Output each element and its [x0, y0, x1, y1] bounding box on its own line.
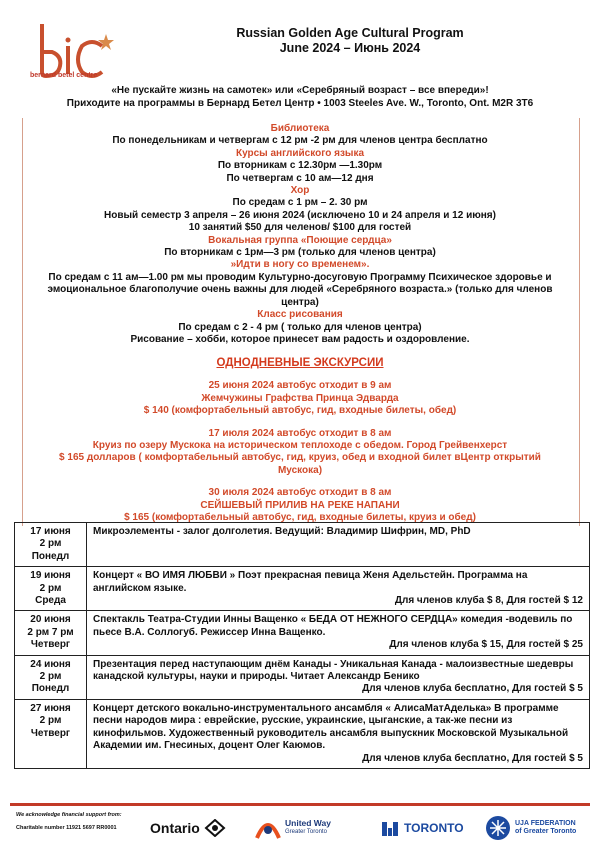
page-header	[165, 26, 535, 56]
uja-name: UJA FEDERATION	[515, 820, 576, 827]
event-date-cell	[15, 655, 87, 699]
toronto-wordmark: TORONTO	[404, 821, 464, 835]
excursion-date: 17 июля 2024 автобус отходит в 8 ам	[208, 427, 392, 439]
event-day: Среда	[35, 595, 66, 607]
slogan-line: «Не пускайте жизнь на самотек» или «Серебряный возраст – все впереди»!	[111, 85, 489, 96]
uja-emblem-icon	[484, 814, 512, 842]
choir-line: Новый семестр 3 апреля – 26 июня 2024 (исключено 10 и 24 апреля и 12 июня)	[104, 209, 496, 221]
choir-title: Хор	[290, 185, 310, 197]
table-row	[15, 611, 590, 655]
excursion-name: Жемчужины Графства Принца Эдварда	[201, 392, 399, 404]
event-description-cell	[87, 699, 590, 768]
united-way-logo	[255, 813, 331, 843]
event-text: Концерт детского вокально-инструментального ансамбля « АлисаМатАделька» В программе песни народов мира : еврейские, русские, украинские, цыганские, а так-же песни из кинофильмов. Художественный руководитель ансамбля выпускник Московской Музыкальной Академии им. Гнесиных, доцент Олег Каюмов.	[93, 702, 569, 752]
event-time: 2 рм	[39, 715, 62, 727]
event-date: 17 июня	[30, 526, 71, 537]
uja-region: of Greater Toronto	[515, 828, 577, 835]
toronto-logo	[380, 813, 464, 843]
event-day: Понедл	[31, 683, 70, 695]
event-date: 24 июня	[30, 658, 71, 670]
events-schedule-table	[14, 522, 590, 769]
table-row	[15, 523, 590, 567]
table-row	[15, 567, 590, 611]
excursion-item	[38, 428, 562, 478]
event-date: 27 июня	[30, 702, 71, 714]
event-time: 2 рм	[39, 671, 62, 683]
event-date-cell	[15, 523, 87, 567]
footer-divider	[10, 803, 590, 806]
event-day: Понедл	[31, 550, 70, 562]
excursion-price: $ 140 (комфортабельный автобус, гид, входные билеты, обед)	[143, 405, 457, 417]
charity-number: Charitable number 11921 5697 RR0001	[16, 825, 117, 831]
english-line: По четвергам с 10 ам—12 дня	[226, 172, 374, 184]
event-price: Для членов клуба $ 8, Для гостей $ 12	[394, 595, 583, 607]
event-text: Презентация перед наступающим днём Канады - Уникальная Канада - малоизвестные шедевры канадской культуры, науки и природы. Читает Александр Бенико	[93, 658, 574, 683]
acknowledgement-text: We acknowledge financial support from:	[16, 812, 122, 818]
excursion-price: $ 165 долларов ( комфортабельный автобус, гид, круиз, обед и входной билет вЦентр открытий Мускока)	[59, 452, 541, 476]
ontario-logo	[150, 813, 226, 843]
event-date-cell	[15, 699, 87, 768]
united-way-name: United Way	[285, 818, 331, 828]
trillium-icon	[204, 819, 226, 837]
excursion-name: Круиз по озеру Мускока на историческом теплоходе с обедом. Город Грейвенхерст	[92, 439, 508, 451]
table-row	[15, 699, 590, 768]
city-hall-icon	[380, 819, 400, 837]
slogan	[0, 84, 600, 110]
drawing-line: Рисование – хобби, которое принесет вам радость и оздоровление.	[130, 333, 470, 345]
idti-title: »Идти в ногу со временем».	[230, 259, 370, 271]
event-time: 2 рм	[39, 582, 62, 594]
event-description-cell	[87, 611, 590, 655]
event-description-cell	[87, 655, 590, 699]
idti-text: По средам с 11 ам—1.00 рм мы проводим Культурно-досуговую Программу Психическое здоровье и эмоциональное благополучие очень важны для людей «Серебряного возраста.» (только для членов центра)	[47, 271, 553, 308]
programs-list	[38, 123, 562, 524]
united-way-region: Greater Toronto	[285, 829, 327, 835]
event-price: Для членов клуба бесплатно, Для гостей $ 5	[362, 752, 583, 764]
united-way-hand-icon	[255, 816, 281, 840]
excursion-date: 30 июля 2024 автобус отходит в 8 ам	[208, 487, 392, 499]
excursion-item	[38, 380, 562, 417]
english-line: По вторникам с 12.30рм —1.30рм	[217, 160, 383, 172]
excursion-date: 25 июня 2024 автобус отходит в 9 ам	[208, 380, 392, 392]
event-description-cell	[87, 567, 590, 611]
event-time: 2 рм 7 рм	[27, 626, 74, 638]
event-date: 19 июня	[30, 570, 71, 582]
excursion-price: $ 165 (комфортабельный автобус, гид, входные билеты, круиз и обед)	[124, 511, 476, 523]
table-row	[15, 655, 590, 699]
event-text: Концерт « ВО ИМЯ ЛЮБВИ » Поэт прекрасная певица Женя Адельстейн. Программа на английском языке.	[93, 570, 528, 594]
vocal-line: По вторникам с 1рм—3 рм (только для членов центра)	[164, 247, 436, 259]
event-day: Четверг	[30, 639, 71, 651]
address-line: Приходите на программы в Бернард Бетел Центр • 1003 Steeles Ave. W., Toronto, Ont. M2R 3T6	[66, 98, 534, 109]
choir-line: 10 занятий $50 для челенов/ $100 для гостей	[188, 222, 412, 234]
event-date-cell	[15, 611, 87, 655]
event-price: Для членов клуба $ 15, Для гостей $ 25	[389, 639, 583, 651]
drawing-line: По средам с 2 - 4 рм ( только для членов центра)	[178, 321, 422, 333]
event-text: Спектакль Театра-Студии Инны Ващенко « БЕДА ОТ НЕЖНОГО СЕРДЦА» комедия -водевиль по пьесе В.А. Соллогуб. Режиссер Инна Ващенко.	[93, 614, 573, 638]
uja-logo	[484, 813, 576, 843]
library-title: Библиотека	[270, 123, 330, 134]
logo-caption: bernard betel centre	[30, 72, 98, 79]
event-text: Микроэлементы - залог долголетия. Ведущий: Владимир Шифрин, MD, PhD	[93, 526, 471, 537]
english-title: Курсы английского языка	[235, 147, 365, 159]
event-date: 20 июня	[30, 614, 71, 626]
choir-line: По средам с 1 рм – 2. 30 рм	[232, 197, 368, 209]
excursion-name: СЕЙШЕВЫЙ ПРИЛИВ НА РЕКЕ НАПАНИ	[200, 499, 400, 511]
drawing-title: Класс рисования	[257, 309, 343, 321]
event-price: Для членов клуба бесплатно, Для гостей $ 5	[362, 683, 583, 695]
event-time: 2 рм	[39, 538, 62, 550]
program-month: June 2024 – Июнь 2024	[279, 41, 421, 55]
vocal-title: Вокальная группа «Поющие сердца»	[208, 234, 392, 246]
event-date-cell	[15, 567, 87, 611]
library-text: По понедельникам и четвергам с 12 рм -2 рм для членов центра бесплатно	[112, 135, 488, 147]
excursion-item	[38, 487, 562, 524]
event-day: Четверг	[30, 727, 71, 739]
event-description-cell	[87, 523, 590, 567]
program-title: Russian Golden Age Cultural Program	[236, 26, 464, 40]
excursions-title: ОДНОДНЕВНЫЕ ЭКСКУРСИИ	[216, 357, 384, 370]
ontario-wordmark: Ontario	[150, 820, 200, 836]
